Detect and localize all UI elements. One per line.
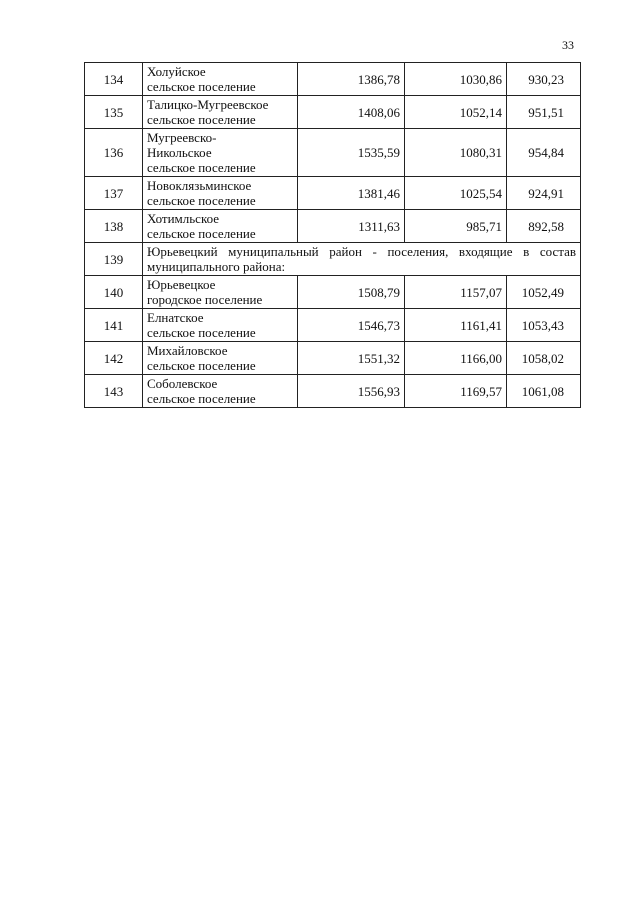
settlement-name-line: Мугреевско- xyxy=(147,130,217,145)
value-cell-3: 951,51 xyxy=(507,96,581,129)
settlement-name-line: сельское поселение xyxy=(147,325,256,340)
table-row xyxy=(85,375,581,408)
row-number-cell: 141 xyxy=(85,309,143,342)
table-row xyxy=(85,96,581,129)
settlement-name-cell xyxy=(143,177,298,210)
table-row xyxy=(85,63,581,96)
settlement-name-line: сельское поселение xyxy=(147,79,256,94)
row-number-cell: 143 xyxy=(85,375,143,408)
value-cell-3: 1052,49 xyxy=(507,276,581,309)
value-cell-1: 1508,79 xyxy=(298,276,405,309)
value-cell-1: 1311,63 xyxy=(298,210,405,243)
page-number: 33 xyxy=(562,38,574,52)
value-cell-2: 1166,00 xyxy=(405,342,507,375)
value-cell-3: 924,91 xyxy=(507,177,581,210)
settlement-name-line: Елнатское xyxy=(147,310,204,325)
value-cell-1: 1546,73 xyxy=(298,309,405,342)
settlement-name-line: Новоклязьминское xyxy=(147,178,252,193)
value-cell-1: 1556,93 xyxy=(298,375,405,408)
row-number-cell: 134 xyxy=(85,63,143,96)
settlement-name-cell xyxy=(143,129,298,177)
value-cell-2: 1025,54 xyxy=(405,177,507,210)
table-row xyxy=(85,276,581,309)
settlement-name-line: Талицко-Мугреевское xyxy=(147,97,269,112)
row-number-cell: 135 xyxy=(85,96,143,129)
value-cell-3: 930,23 xyxy=(507,63,581,96)
row-number-cell: 137 xyxy=(85,177,143,210)
table-row xyxy=(85,210,581,243)
table-row xyxy=(85,243,581,276)
settlement-name-line: Хотимльское xyxy=(147,211,220,226)
settlement-name-line: сельское поселение xyxy=(147,112,256,127)
value-cell-2: 1169,57 xyxy=(405,375,507,408)
value-cell-3: 892,58 xyxy=(507,210,581,243)
value-cell-1: 1535,59 xyxy=(298,129,405,177)
settlement-name-line: городское поселение xyxy=(147,292,263,307)
value-cell-3: 954,84 xyxy=(507,129,581,177)
value-cell-3: 1061,08 xyxy=(507,375,581,408)
settlement-name-line: сельское поселение xyxy=(147,358,256,373)
value-cell-2: 1080,31 xyxy=(405,129,507,177)
settlement-name-line: Холуйское xyxy=(147,64,206,79)
row-number-cell: 136 xyxy=(85,129,143,177)
value-cell-3: 1058,02 xyxy=(507,342,581,375)
table-row xyxy=(85,177,581,210)
value-cell-2: 1030,86 xyxy=(405,63,507,96)
settlement-name-cell xyxy=(143,276,298,309)
row-number-cell: 142 xyxy=(85,342,143,375)
value-cell-1: 1381,46 xyxy=(298,177,405,210)
settlement-name-line: Юрьевецкое xyxy=(147,277,216,292)
table-row xyxy=(85,129,581,177)
settlement-name-cell xyxy=(143,375,298,408)
settlement-name-line: сельское поселение xyxy=(147,160,256,175)
value-cell-1: 1408,06 xyxy=(298,96,405,129)
row-number-cell: 139 xyxy=(85,243,143,276)
settlement-name-line: Соболевское xyxy=(147,376,218,391)
settlement-name-line: сельское поселение xyxy=(147,226,256,241)
district-header-cell: Юрьевецкий муниципальный район - поселения, входящие в состав муниципального района: xyxy=(143,243,581,276)
settlement-name-cell xyxy=(143,63,298,96)
settlement-name-line: Михайловское xyxy=(147,343,228,358)
value-cell-2: 1157,07 xyxy=(405,276,507,309)
value-cell-2: 1161,41 xyxy=(405,309,507,342)
table-row xyxy=(85,309,581,342)
settlement-name-line: сельское поселение xyxy=(147,193,256,208)
settlement-name-cell xyxy=(143,309,298,342)
settlement-name-line: Никольское xyxy=(147,145,212,160)
settlement-name-cell xyxy=(143,342,298,375)
settlement-name-cell xyxy=(143,96,298,129)
settlement-name-cell xyxy=(143,210,298,243)
row-number-cell: 140 xyxy=(85,276,143,309)
value-cell-3: 1053,43 xyxy=(507,309,581,342)
settlement-name-line: сельское поселение xyxy=(147,391,256,406)
value-cell-2: 985,71 xyxy=(405,210,507,243)
value-cell-2: 1052,14 xyxy=(405,96,507,129)
row-number-cell: 138 xyxy=(85,210,143,243)
value-cell-1: 1551,32 xyxy=(298,342,405,375)
value-cell-1: 1386,78 xyxy=(298,63,405,96)
table-body xyxy=(85,63,581,408)
data-table xyxy=(84,62,581,408)
table-row xyxy=(85,342,581,375)
